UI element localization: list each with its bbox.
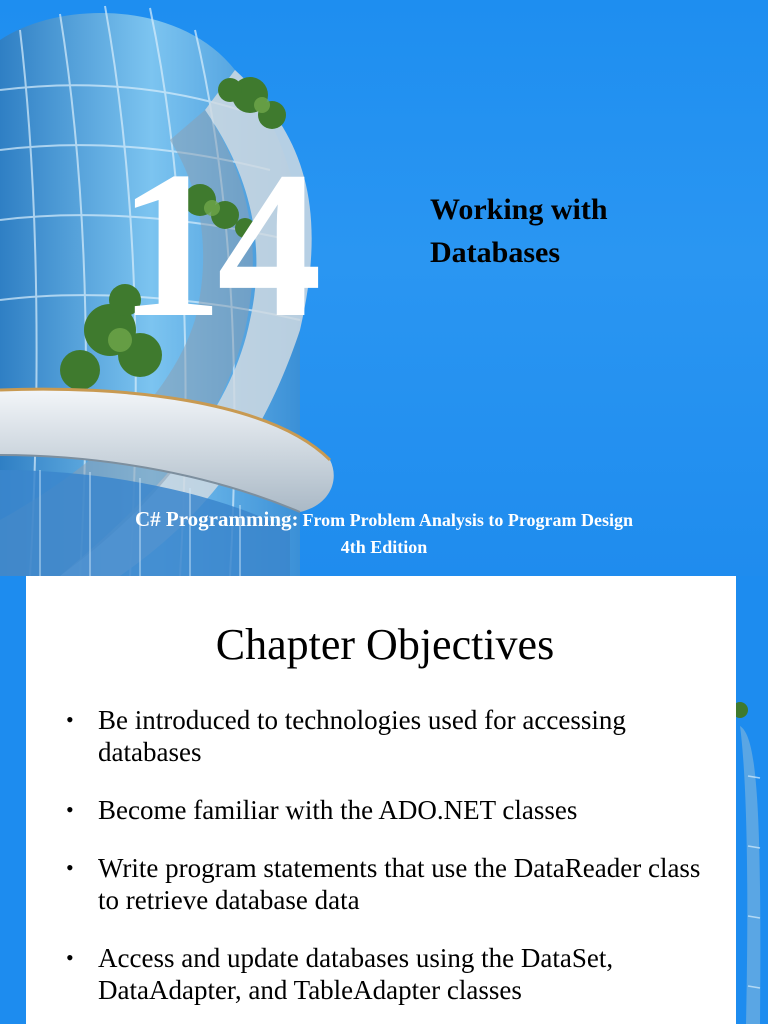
objective-text: Become familiar with the ADO.NET classes bbox=[98, 795, 578, 825]
book-subtitle: From Problem Analysis to Program Design bbox=[302, 510, 633, 530]
objectives-slide bbox=[0, 576, 768, 1024]
book-title-line bbox=[0, 507, 768, 532]
objectives-list bbox=[66, 704, 726, 1024]
objective-item bbox=[66, 704, 726, 768]
objective-item bbox=[66, 942, 726, 1006]
bullet-icon: • bbox=[66, 707, 74, 732]
objective-text: Write program statements that use the DataReader class to retrieve database data bbox=[98, 853, 701, 915]
objectives-content bbox=[26, 576, 736, 1024]
objectives-heading: Chapter Objectives bbox=[215, 620, 555, 669]
book-edition: 4th Edition bbox=[340, 537, 428, 557]
bullet-icon: • bbox=[66, 855, 74, 880]
slide-title-line2: Databases bbox=[430, 236, 561, 269]
objective-text: Be introduced to technologies used for accessing databases bbox=[98, 705, 626, 767]
objective-text: Access and update databases using the DataSet, DataAdapter, and TableAdapter classes bbox=[98, 943, 614, 1005]
bullet-icon: • bbox=[66, 797, 74, 822]
book-series: C# Programming: bbox=[135, 507, 299, 531]
objective-item bbox=[66, 794, 726, 826]
slide-title-line1: Working with bbox=[430, 193, 608, 226]
slide-title bbox=[430, 188, 750, 274]
chapter-number: 14 bbox=[118, 129, 316, 361]
objective-item bbox=[66, 852, 726, 916]
bullet-icon: • bbox=[66, 945, 74, 970]
